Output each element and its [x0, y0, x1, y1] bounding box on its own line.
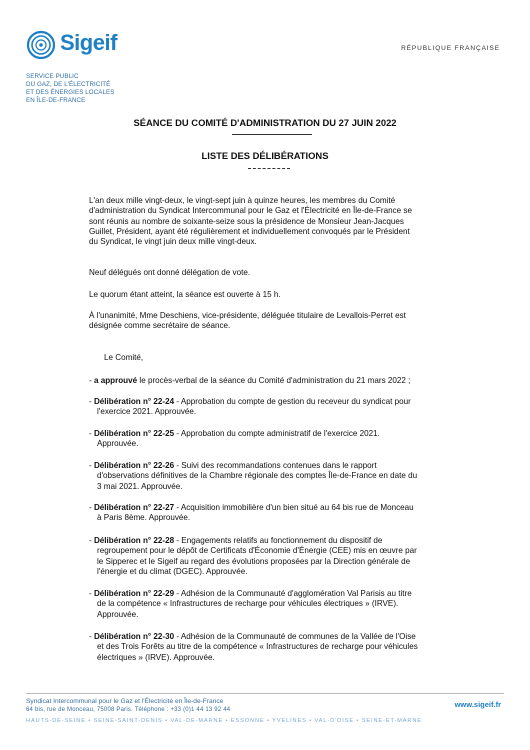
approval-bold: a approuvé — [93, 376, 138, 385]
logo-text: Sigeif — [60, 30, 117, 55]
deliberation-item: - Délibération n° 22-29 - Adhésion de la Communauté d'agglomération Val Parisis au titre de la compétence « Infrastructures de recharge pour véhicules électriques » (IRVE). Approuvée. — [89, 589, 453, 620]
deliberation-text: l'exercice 2021. Approuvée. — [97, 407, 197, 417]
deliberation-number: Délibération n° 22-27 — [93, 503, 175, 512]
deliberation-number: Délibération n° 22-28 — [93, 536, 175, 545]
footer-address: 64 bis, rue de Monceau, 75008 Paris. Téléphone : +33 (0)1 44 13 92 44 — [26, 707, 231, 713]
text-line: Guillet, Président, ayant été régulièrement et individuellement convoqués par le Président — [89, 226, 410, 236]
tagline-line: EN ÎLE-DE-FRANCE — [26, 97, 86, 104]
deliberation-number: Délibération n° 22-29 — [93, 589, 175, 598]
deliberation-text: - Adhésion de la Communauté de communes de la Vallée de l'Oise — [174, 632, 416, 641]
text-line: À l'unanimité, Mme Deschiens, vice-présidente, déléguée titulaire de Levallois-Perret est — [89, 311, 406, 320]
intro-paragraph — [89, 196, 449, 247]
title-divider — [232, 134, 312, 135]
subtitle-divider — [248, 168, 290, 169]
delegation-paragraph — [89, 268, 449, 278]
deliberation-item: - Délibération n° 22-25 - Approbation du compte administratif de l'exercice 2021. Approuvée. — [89, 429, 453, 450]
deliberation-item: - Délibération n° 22-28 - Engagements relatifs au fonctionnement du dispositif de regroupement pour le dépôt de Certificats d'Économie d'Énergie (CEE) mis en œuvre par le Sipperec et le Sigeif au regard des évolutions proposées par la Direction générale de l'énergie et du climat (DGEC). Approuvée. — [89, 536, 453, 577]
deliberation-text: Approuvée. — [97, 609, 139, 619]
footer-website[interactable]: www.sigeif.fr — [454, 700, 501, 709]
deliberation-number: Délibération n° 22-25 — [93, 429, 175, 438]
le-comite — [104, 353, 464, 363]
deliberation-text: Approuvée. — [97, 439, 139, 449]
footer-org: Syndicat Intercommunal pour le Gaz et l'Électricité en Île-de-France — [26, 698, 224, 705]
approval-item: - a approuvé le procès-verbal de la séance du Comité d'administration du 21 mars 2022 ; — [89, 376, 411, 385]
deliberation-item: - Délibération n° 22-26 - Suivi des recommandations contenues dans le rapport d'observations définitives de la Chambre régionale des comptes Île-de-France en date du 3 mai 2021. Approuvée. — [89, 461, 453, 492]
deliberation-text: à Paris 8ème. Approuvée. — [97, 513, 191, 523]
deliberation-text: 3 mai 2021. Approuvée. — [97, 481, 183, 491]
footer-divider — [26, 693, 504, 694]
document-title: SÉANCE DU COMITÉ D'ADMINISTRATION DU 27 JUIN 2022 — [133, 117, 397, 128]
deliberation-text: le Sipperec et le Sigeif au regard des évolutions proposées par la Direction générale de — [97, 556, 411, 566]
deliberation-text: - Acquisition immobilière d'un bien situé au 64 bis rue de Monceau — [174, 503, 414, 512]
deliberation-item: - Délibération n° 22-30 - Adhésion de la Communauté de communes de la Vallée de l'Oise et des Trois Forêts au titre de la compétence « Infrastructures de recharge pour véhicules électriques » (IRVE). Approuvée. — [89, 632, 453, 663]
text-line: Neuf délégués ont donné délégation de vote. — [89, 268, 251, 277]
deliberation-item: - Délibération n° 22-24 - Approbation du compte de gestion du receveur du syndicat pour l'exercice 2021. Approuvée. — [89, 397, 453, 418]
deliberation-text: de la compétence « Infrastructures de recharge pour véhicules électriques » (IRVE). — [97, 599, 399, 609]
sigeif-logo-icon — [26, 30, 56, 60]
deliberation-text: d'observations définitives de la Chambre régionale des comptes Île-de-France en date du — [97, 471, 418, 481]
text-line: Le Comité, — [104, 353, 144, 362]
document-subtitle: LISTE DES DÉLIBÉRATIONS — [201, 150, 329, 161]
approval-text: le procès-verbal de la séance du Comité d'administration du 21 mars 2022 ; — [137, 376, 411, 385]
logo-tagline — [26, 73, 115, 105]
text-line: d'administration du Syndicat Intercommunal pour le Gaz et l'Électricité en Île-de-France se — [89, 206, 412, 216]
quorum-paragraph — [89, 290, 449, 300]
text-line: du Syndicat, le vingt juin deux mille vingt-deux. — [89, 237, 257, 247]
deliberation-text: - Suivi des recommandations contenues dans le rapport — [174, 461, 377, 470]
deliberation-number: Délibération n° 22-24 — [93, 397, 175, 406]
deliberation-text: électriques » (IRVE). Approuvée. — [97, 652, 215, 662]
text-line: Le quorum étant atteint, la séance est ouverte à 15 h. — [89, 290, 281, 299]
text-line: désignée comme secrétaire de séance. — [89, 321, 231, 331]
deliberation-number: Délibération n° 22-26 — [93, 461, 175, 470]
deliberation-text: - Approbation du compte administratif de l'exercice 2021. — [174, 429, 380, 438]
deliberation-text: l'énergie et du climat (DGEC). Approuvée. — [97, 566, 248, 576]
tagline-line: DU GAZ, DE L'ÉLECTRICITÉ — [26, 81, 111, 88]
deliberation-number: Délibération n° 22-30 — [93, 632, 175, 641]
footer-departments: HAUTS-DE-SEINE • SEINE-SAINT-DENIS • VAL-DE-MARNE • ESSONNE • YVELINES • VAL-D'OISE • SEINE-ET-MARNE — [26, 718, 422, 724]
secretary-paragraph — [89, 311, 449, 332]
deliberation-text: et des Trois Forêts au titre de la compétence « Infrastructures de recharge pour véhicules — [97, 642, 418, 652]
text-line: sont réunis au nombre de soixante-seize sous la présidence de Monsieur Jean-Jacques — [89, 216, 404, 226]
deliberation-text: regroupement pour le dépôt de Certificats d'Économie d'Énergie (CEE) mis en œuvre par — [97, 546, 417, 556]
deliberation-text: - Engagements relatifs au fonctionnement du dispositif de — [174, 536, 383, 545]
deliberation-text: - Adhésion de la Communauté d'agglomération Val Parisis au titre — [174, 589, 412, 598]
tagline-line: ET DES ÉNERGIES LOCALES — [26, 89, 115, 96]
republique-francaise: RÉPUBLIQUE FRANÇAISE — [401, 45, 500, 52]
deliberation-text: - Approbation du compte de gestion du receveur du syndicat pour — [174, 397, 411, 406]
deliberation-item: - Délibération n° 22-27 - Acquisition immobilière d'un bien situé au 64 bis rue de Monceau à Paris 8ème. Approuvée. — [89, 503, 453, 524]
text-line: L'an deux mille vingt-deux, le vingt-sept juin à quinze heures, les membres du Comité — [89, 196, 396, 205]
tagline-line: SERVICE PUBLIC — [26, 73, 79, 80]
